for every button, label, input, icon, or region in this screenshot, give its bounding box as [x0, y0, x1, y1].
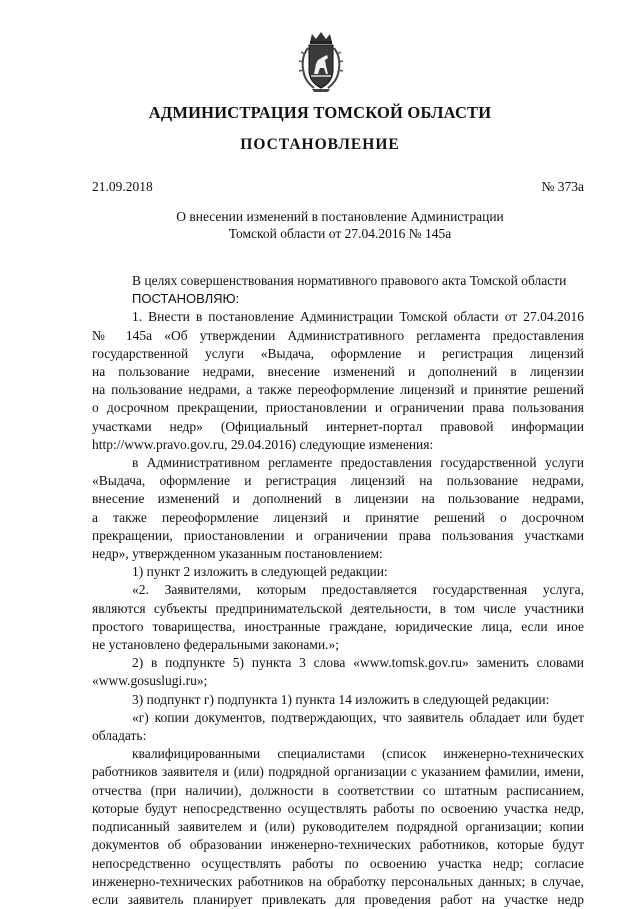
body-line: не установлено федеральными законами.»;: [92, 637, 340, 653]
document-type: ПОСТАНОВЛЕНИЕ: [240, 136, 400, 153]
body-line: «Выдача, оформление и регистрация лицензий на пользование недрами,: [92, 473, 584, 489]
body-line: на пользование недрами, а также переоформление лицензий и принятие решений: [92, 382, 584, 398]
body-line: обладать:: [92, 728, 147, 744]
body-line-decree: ПОСТАНОВЛЯЮ:: [132, 291, 240, 307]
body-line: подписанный заявителем и (или) руководителем подрядной организации; копии: [92, 819, 584, 835]
body-line: в Административном регламенте предоставления государственной услуги: [132, 455, 584, 471]
body-line: простого товарищества, иностранные граждане, юридические лица, если иное: [92, 618, 584, 634]
body-line: 2) в подпункте 5) пункта 3 слова «www.tomsk.gov.ru» заменить словами: [132, 655, 584, 671]
body-line: о досрочном прекращении, приостановлении и ограничении права пользования: [92, 400, 584, 416]
title-line: Томской области от 27.04.2016 № 145а: [228, 226, 452, 241]
body-line: «г) копии документов, подтверждающих, что заявитель обладает или будет: [132, 709, 584, 725]
body-line: документов об образовании инженерно-технических работников, которые будут: [92, 837, 584, 853]
body-line: «2. Заявителями, которым предоставляется государственная услуга,: [132, 582, 584, 598]
body-line: работников заявителя и (или) подрядной организации с указанием фамилии, имени,: [92, 764, 584, 780]
document-body: [92, 272, 584, 909]
body-line: государственной услуги «Выдача, оформление и регистрация лицензий: [92, 345, 584, 361]
document-date: 21.09.2018: [92, 179, 153, 194]
document-number: № 373а: [541, 179, 584, 194]
body-line: 1) пункт 2 изложить в следующей редакции:: [132, 564, 388, 580]
body-line: прекращении, приостановлении и ограничении права пользования участками: [92, 527, 584, 543]
body-line: 1. Внести в постановление Администрации Томской области от 27.04.2016: [132, 309, 584, 325]
body-line: на пользование недрами, внесение изменений и дополнений в лицензии: [92, 364, 584, 380]
body-line: недр», утвержденном указанным постановлением:: [92, 546, 383, 562]
body-line: В целях совершенствования нормативного правового акта Томской области: [132, 273, 567, 288]
body-line: 3) подпункт г) подпункта 1) пункта 14 изложить в следующей редакции:: [132, 691, 550, 707]
body-line: «www.gosuslugi.ru»;: [92, 673, 208, 689]
body-line: № 145а «Об утверждении Административного регламента предоставления: [92, 327, 584, 343]
document-title: [120, 208, 560, 242]
body-line: квалифицированными специалистами (список инженерно-технических: [132, 746, 584, 762]
body-line: а также переоформление лицензий и принятие решений о досрочном: [92, 509, 584, 525]
body-line: если заявитель планирует привлекать для проведения работ на участке недр: [92, 891, 584, 907]
body-line: инженерно-технических работников на обработку персональных данных; в случае,: [92, 873, 584, 889]
body-line: непосредственно осуществлять работы по освоению участка недр; согласие: [92, 855, 584, 871]
body-line: которые будут непосредственно осуществлять работы по освоению участка недр,: [92, 800, 584, 816]
body-line: являются субъекты предпринимательской деятельности, в том числе участники: [92, 600, 584, 616]
agency-name: АДМИНИСТРАЦИЯ ТОМСКОЙ ОБЛАСТИ: [148, 103, 492, 122]
body-line: отчества (при наличии), должности в соответствии со штатным расписанием,: [92, 782, 584, 798]
body-line: участками недр» (Официальный интернет-портал правовой информации: [92, 418, 584, 434]
body-line: внесение изменений и дополнений в лицензии на пользование недрами,: [92, 491, 584, 507]
body-line: http://www.pravo.gov.ru, 29.04.2016) следующие изменения:: [92, 436, 434, 452]
coat-of-arms-icon: [296, 30, 346, 94]
title-line: О внесении изменений в постановление Администрации: [176, 209, 504, 224]
